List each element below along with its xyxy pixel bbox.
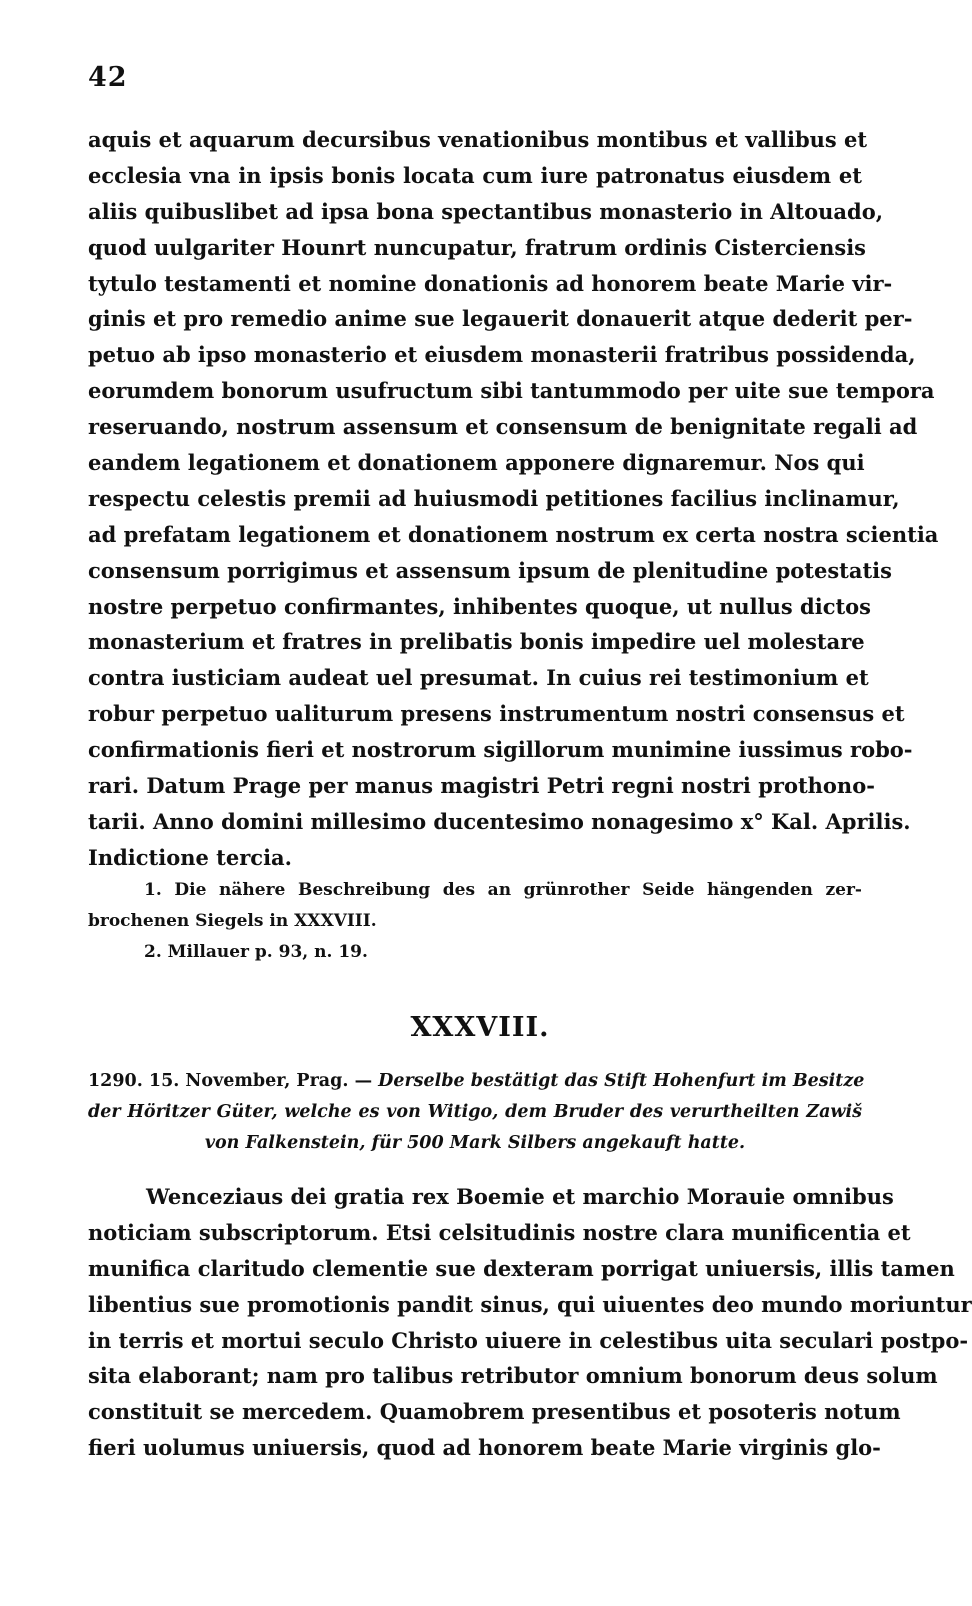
text-line: in terris et mortui seculo Christo uiuere in celestibus uita seculari postpo- bbox=[88, 1327, 969, 1353]
text-line: tytulo testamenti et nomine donationis ad honorem beate Marie vir- bbox=[88, 270, 893, 296]
text-line: aliis quibuslibet ad ipsa bona spectantibus monasterio in Altouado, bbox=[88, 198, 884, 224]
text-line: fieri uolumus uniuersis, quod ad honorem beate Marie virginis glo- bbox=[88, 1435, 881, 1461]
text-line: quod uulgariter Hounrt nuncupatur, fratrum ordinis Cisterciensis bbox=[88, 234, 867, 260]
text-line: eorumdem bonorum usufructum sibi tantummodo per uite sue tempora bbox=[88, 378, 935, 404]
footnote-1: 1. Die nähere Beschreibung des an grünrother Seide hängenden zer- bbox=[144, 880, 862, 900]
footnote-2: 2. Millauer p. 93, n. 19. bbox=[144, 942, 368, 962]
text-line: tarii. Anno domini millesimo ducentesimo nonagesimo x° Kal. Aprilis. bbox=[88, 808, 911, 834]
text-line: rari. Datum Prage per manus magistri Petri regni nostri prothono- bbox=[88, 773, 875, 799]
page-number: 42 bbox=[88, 62, 128, 93]
text-line: respectu celestis premii ad huiusmodi petitiones facilius inclinamur, bbox=[88, 485, 900, 511]
text-line: constituit se mercedem. Quamobrem presentibus et posoteris notum bbox=[88, 1399, 901, 1425]
text-line: noticiam subscriptorum. Etsi celsitudinis nostre clara munificentia et bbox=[88, 1219, 911, 1245]
text-line: sita elaborant; nam pro talibus retributor omnium bonorum deus solum bbox=[88, 1363, 938, 1389]
text-line: nostre perpetuo confirmantes, inhibentes quoque, ut nullus dictos bbox=[88, 593, 872, 619]
text-line: eandem legationem et donationem apponere dignaremur. Nos qui bbox=[88, 450, 865, 476]
text-line: petuo ab ipso monasterio et eiusdem monasterii fratribus possidenda, bbox=[88, 342, 916, 368]
text-line: libentius sue promotionis pandit sinus, qui uiuentes deo mundo moriuntur bbox=[88, 1291, 972, 1317]
regest-date-place: 1290. 15. November, Prag. bbox=[88, 1071, 349, 1091]
regest-line bbox=[88, 1128, 862, 1159]
regest-text: von Falkenstein, für 500 Mark Silbers angekauft hatte. bbox=[204, 1133, 746, 1153]
text-line: contra iusticiam audeat uel presumat. In cuius rei testimonium et bbox=[88, 665, 869, 691]
regest-dash: — bbox=[354, 1071, 373, 1091]
text-line: confirmationis fieri et nostrorum sigillorum munimine iussimus robo- bbox=[88, 737, 913, 763]
section-heading: XXXVIII. bbox=[410, 1012, 550, 1043]
charter-text bbox=[88, 1179, 972, 1466]
text-line: monasterium et fratres in prelibatis bonis impedire uel molestare bbox=[88, 629, 865, 655]
regest-line bbox=[88, 1097, 862, 1128]
text-line: ad prefatam legationem et donationem nostrum ex certa nostra scientia bbox=[88, 521, 939, 547]
text-line: ginis et pro remedio anime sue legauerit donauerit atque dederit per- bbox=[88, 306, 913, 332]
footnotes bbox=[88, 875, 862, 968]
text-line: Wenceziaus dei gratia rex Boemie et marchio Morauie omnibus bbox=[146, 1184, 894, 1209]
text-line: aquis et aquarum decursibus venationibus montibus et vallibus et bbox=[88, 127, 868, 152]
regest-text: Derselbe bestätigt das Stift Hohenfurt im Besitze bbox=[378, 1071, 865, 1091]
regest-line bbox=[88, 1066, 865, 1097]
text-line: munifica claritudo clementie sue dexteram porrigat uniuersis, illis tamen bbox=[88, 1255, 955, 1281]
regest-summary bbox=[88, 1066, 865, 1159]
footnote-1-continued: brochenen Siegels in XXXVIII. bbox=[88, 911, 377, 931]
text-line: robur perpetuo ualiturum presens instrumentum nostri consensus et bbox=[88, 701, 905, 727]
text-line: reseruando, nostrum assensum et consensum de benignitate regali ad bbox=[88, 414, 918, 440]
text-line: consensum porrigimus et assensum ipsum de plenitudine potestatis bbox=[88, 557, 892, 583]
regest-text: der Höritzer Güter, welche es von Witigo, dem Bruder des verurtheilten Zawiš bbox=[88, 1102, 862, 1122]
text-line: Indictione tercia. bbox=[88, 844, 292, 870]
text-line: ecclesia vna in ipsis bonis locata cum iure patronatus eiusdem et bbox=[88, 162, 862, 188]
continued-charter-text bbox=[88, 122, 939, 876]
